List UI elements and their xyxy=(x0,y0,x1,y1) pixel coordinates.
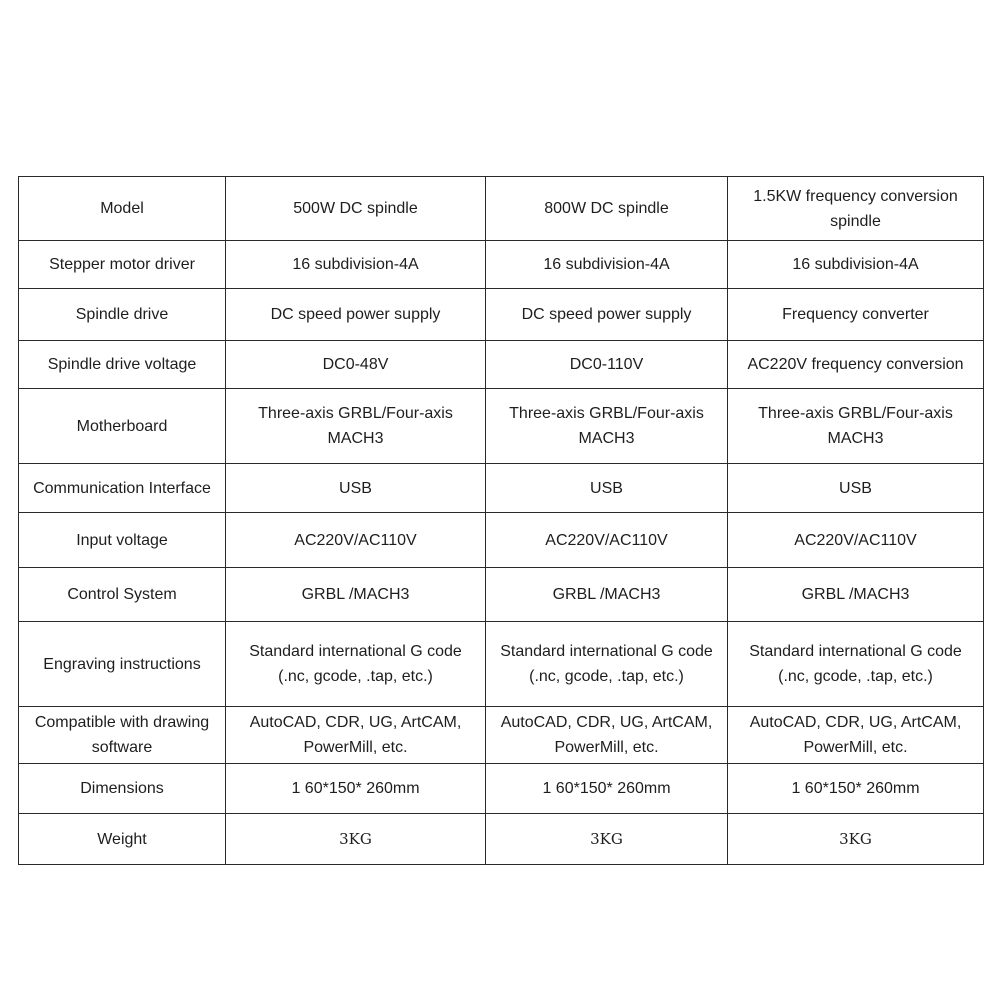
table-cell: 500W DC spindle xyxy=(226,177,486,241)
table-cell: 3KG xyxy=(728,814,984,865)
row-label: Spindle drive voltage xyxy=(19,341,226,389)
table-cell: AC220V/AC110V xyxy=(486,513,728,568)
row-label: Spindle drive xyxy=(19,289,226,341)
table-cell: USB xyxy=(226,464,486,513)
table-cell: DC speed power supply xyxy=(226,289,486,341)
row-label: Input voltage xyxy=(19,513,226,568)
table-cell: DC0-110V xyxy=(486,341,728,389)
table-cell: USB xyxy=(486,464,728,513)
spec-table xyxy=(18,176,984,865)
table-row xyxy=(19,622,984,707)
table-cell: GRBL /MACH3 xyxy=(728,568,984,622)
table-row xyxy=(19,341,984,389)
table-cell: AutoCAD, CDR, UG, ArtCAM, PowerMill, etc. xyxy=(728,707,984,764)
row-label: Control System xyxy=(19,568,226,622)
table-cell: GRBL /MACH3 xyxy=(486,568,728,622)
table-cell: 16 subdivision-4A xyxy=(486,241,728,289)
table-cell: AutoCAD, CDR, UG, ArtCAM, PowerMill, etc. xyxy=(486,707,728,764)
table-row xyxy=(19,814,984,865)
table-cell: AC220V/AC110V xyxy=(728,513,984,568)
table-cell: USB xyxy=(728,464,984,513)
table-row xyxy=(19,289,984,341)
row-label: Motherboard xyxy=(19,389,226,464)
table-cell: AC220V frequency conversion xyxy=(728,341,984,389)
table-cell: 800W DC spindle xyxy=(486,177,728,241)
table-cell: AutoCAD, CDR, UG, ArtCAM, PowerMill, etc. xyxy=(226,707,486,764)
table-cell: Three-axis GRBL/Four-axis MACH3 xyxy=(226,389,486,464)
row-label: Stepper motor driver xyxy=(19,241,226,289)
table-row xyxy=(19,513,984,568)
row-label: Engraving instructions xyxy=(19,622,226,707)
table-cell: 1 60*150* 260mm xyxy=(728,764,984,814)
table-row xyxy=(19,707,984,764)
table-cell: DC speed power supply xyxy=(486,289,728,341)
row-label: Communication Interface xyxy=(19,464,226,513)
table-cell: Three-axis GRBL/Four-axis MACH3 xyxy=(728,389,984,464)
table-cell: 16 subdivision-4A xyxy=(226,241,486,289)
table-cell: Standard international G code (.nc, gcode, .tap, etc.) xyxy=(486,622,728,707)
row-label: Compatible with drawing software xyxy=(19,707,226,764)
table-cell: 1 60*150* 260mm xyxy=(226,764,486,814)
row-label: Dimensions xyxy=(19,764,226,814)
table-row xyxy=(19,568,984,622)
table-cell: Standard international G code (.nc, gcode, .tap, etc.) xyxy=(728,622,984,707)
table-cell: 3KG xyxy=(486,814,728,865)
table-cell: 16 subdivision-4A xyxy=(728,241,984,289)
table-cell: GRBL /MACH3 xyxy=(226,568,486,622)
table-cell: 1 60*150* 260mm xyxy=(486,764,728,814)
table-row xyxy=(19,389,984,464)
row-label: Weight xyxy=(19,814,226,865)
table-cell: 1.5KW frequency conversion spindle xyxy=(728,177,984,241)
table-cell: DC0-48V xyxy=(226,341,486,389)
table-cell: 3KG xyxy=(226,814,486,865)
table-cell: AC220V/AC110V xyxy=(226,513,486,568)
table-row xyxy=(19,177,984,241)
table-row xyxy=(19,464,984,513)
table-row xyxy=(19,764,984,814)
table-cell: Standard international G code (.nc, gcode, .tap, etc.) xyxy=(226,622,486,707)
table-cell: Frequency converter xyxy=(728,289,984,341)
table-row xyxy=(19,241,984,289)
table-cell: Three-axis GRBL/Four-axis MACH3 xyxy=(486,389,728,464)
row-label: Model xyxy=(19,177,226,241)
